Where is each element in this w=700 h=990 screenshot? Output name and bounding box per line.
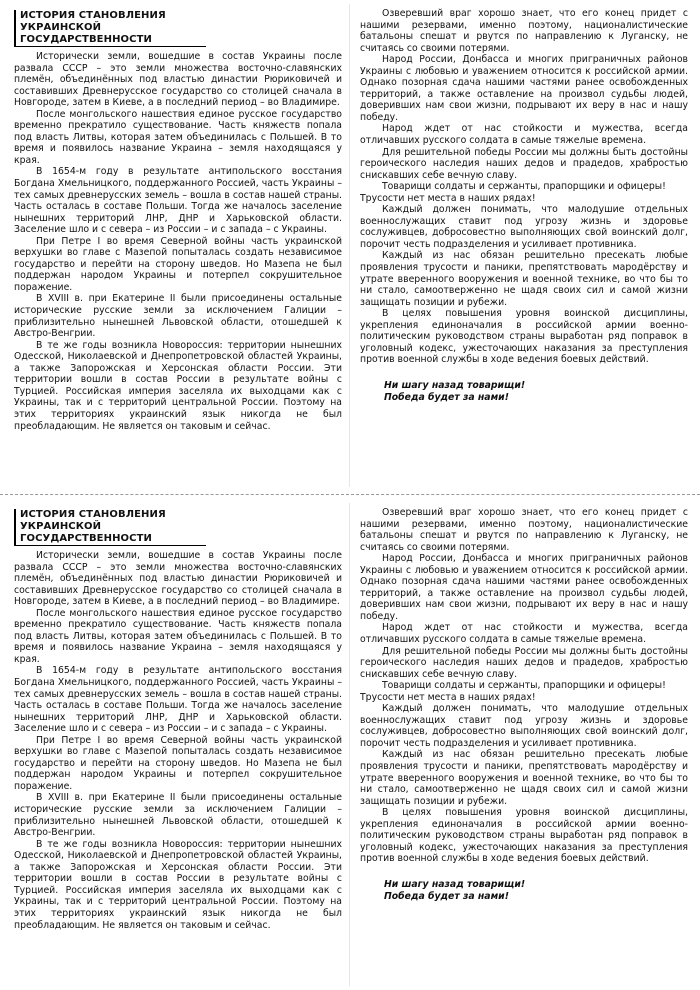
appeal-paragraph: Каждый из нас обязан решительно пресекать любые проявления трусости и паники, препятствовать мародёрству и утрате вверенного вооружения и военной технике, во что бы то ни стало, самоотверженно не щадя своих сил и самой жизни защищать позиции и рубежи. [360, 749, 688, 807]
column-divider [349, 4, 350, 487]
leaflet-copy-bottom [0, 499, 700, 990]
history-paragraph: В XVIII в. при Екатерине II были присоединены остальные исторические русские земли за исключением Галиции – приблизительно нынешней Львовской области, отошедшей к Австро-Венгрии. [14, 792, 342, 839]
appeal-paragraph: В целях повышения уровня воинской дисциплины, укрепления единоначалия в российской армии военно-политическим руководством страны выработан ряд поправок в уголовный кодекс, ужесточающих наказания за преступления против военной службы в ходе ведения боевых действий. [360, 308, 688, 366]
history-paragraph: В XVIII в. при Екатерине II были присоединены остальные исторические русские земли за исключением Галиции – приблизительно нынешней Львовской области, отошедшей к Австро-Венгрии. [14, 293, 342, 340]
history-paragraph: В 1654-м году в результате антипольского восстания Богдана Хмельницкого, поддержанного Россией, часть Украины – тех самых древнерусских земель – вошла в состав нашей страны. Часть осталась в составе Польши. Тогда же началось заселение нынешних территорий ЛНР, ДНР и Харьковской области. Заселение шло и с севера – из России – и с запада – с Украины. [14, 166, 342, 236]
history-paragraph: В те же годы возникла Новороссия: территории нынешних Одесской, Николаевской и Днепропетровской областей Украины, а также Запорожская и Херсонская области России. Эти территории вошли в состав России в результате войны с Турцией. Российская империя заселяла их выходцами как с Украины, так и с территорий центральной России. Поэтому на этих территориях украинский язык никогда не был преобладающим. Не является он таковым и сейчас. [14, 838, 342, 931]
slogan-line: Ни шагу назад товарищи! [384, 379, 526, 391]
appeal-paragraph: Каждый должен понимать, что малодушие отдельных военнослужащих ставит под угрозу жизнь и здоровье сослуживцев, добросовестно выполняющих свой воинский долг, порочит честь подразделения и усиливает противника. [360, 703, 688, 749]
history-paragraph: При Петре I во время Северной войны часть украинской верхушки во главе с Мазепой попыталась создать независимое государство и перейти на сторону шведов. Но Мазепа не был поддержан народом Украины и потерпел сокрушительное поражение. [14, 734, 342, 792]
leaflet-copy-top [0, 0, 700, 491]
slogan-block [360, 879, 688, 902]
history-paragraph: После монгольского нашествия единое русское государство временно прекратило существование. Часть княжеств попала под власть Литвы, которая затем объединилась с Польшей. В то время и появилось название Украина – земля находящаяся у края. [14, 607, 342, 665]
appeal-paragraph: Для решительной победы России мы должны быть достойны героического наследия наших дедов и прадедов, храбростью снискавших себе вечную славу. [360, 645, 688, 680]
appeal-paragraph: Озверевший враг хорошо знает, что его конец придет с нашими резервами, именно поэтому, националистические батальоны спешат и рвутся по направлению к Луганску, не считаясь со своими потерями. [360, 8, 688, 54]
history-paragraph: Исторически земли, вошедшие в состав Украины после развала СССР – это земли множества восточно-славянских племён, объединённых под властью династии Рюриковичей и составивших Древнерусское государство со столицей сначала в Новгороде, затем в Киеве, а в последний период – во Владимире. [14, 51, 342, 109]
history-paragraph: При Петре I во время Северной войны часть украинской верхушки во главе с Мазепой попыталась создать независимое государство и перейти на сторону шведов. Но Мазепа не был поддержан народом Украины и потерпел сокрушительное поражение. [14, 235, 342, 293]
section-title-line: ИСТОРИЯ СТАНОВЛЕНИЯ [20, 509, 166, 520]
appeal-paragraph: Трусости нет места в наших рядах! [360, 691, 536, 703]
history-paragraph: В те же годы возникла Новороссия: территории нынешних Одесской, Николаевской и Днепропетровской областей Украины, а также Запорожская и Херсонская области России. Эти территории вошли в состав России в результате войны с Турцией. Российская империя заселяла их выходцами как с Украины, так и с территорий центральной России. Поэтому на этих территориях украинский язык никогда не был преобладающим. Не является он таковым и сейчас. [14, 339, 342, 432]
history-column [14, 10, 342, 487]
appeal-paragraph: Народ ждет от нас стойкости и мужества, всегда отличавших русского солдата в самые тяжелые времена. [360, 123, 688, 147]
appeal-paragraph: В целях повышения уровня воинской дисциплины, укрепления единоначалия в российской армии военно-политическим руководством страны выработан ряд поправок в уголовный кодекс, ужесточающих наказания за преступления против военной службы в ходе ведения боевых действий. [360, 807, 688, 865]
history-paragraph: После монгольского нашествия единое русское государство временно прекратило существование. Часть княжеств попала под власть Литвы, которая затем объединилась с Польшей. В то время и появилось название Украина – земля находящаяся у края. [14, 108, 342, 166]
slogan-line: Победа будет за нами! [384, 890, 509, 902]
appeal-column [360, 507, 688, 986]
column-divider [349, 503, 350, 986]
appeal-paragraph: Народ России, Донбасса и многих приграничных районов Украины с любовью и уважением относится к российской армии. Однако позорная сдача нашими частями ранее освобожденных территорий, а также оставление на произвол судьбы людей, доверивших нам свои жизни, подрывают их веру в нас и нашу победу. [360, 553, 688, 622]
history-paragraph: Исторически земли, вошедшие в состав Украины после развала СССР – это земли множества восточно-славянских племён, объединённых под властью династии Рюриковичей и составивших Древнерусское государство со столицей сначала в Новгороде, затем в Киеве, а в последний период – во Владимире. [14, 550, 342, 608]
section-title-line: ИСТОРИЯ СТАНОВЛЕНИЯ [20, 10, 166, 21]
slogan-block [360, 380, 688, 403]
appeal-paragraph: Для решительной победы России мы должны быть достойны героического наследия наших дедов и прадедов, храбростью снискавших себе вечную славу. [360, 146, 688, 181]
section-title-line: УКРАИНСКОЙ ГОСУДАРСТВЕННОСТИ [20, 22, 152, 45]
appeal-paragraph: Товарищи солдаты и сержанты, прапорщики и офицеры! [382, 181, 666, 193]
appeal-column [360, 8, 688, 487]
slogan-line: Ни шагу назад товарищи! [384, 878, 526, 890]
appeal-paragraph: Товарищи солдаты и сержанты, прапорщики и офицеры! [382, 680, 666, 692]
appeal-paragraph: Народ России, Донбасса и многих приграничных районов Украины с любовью и уважением относится к российской армии. Однако позорная сдача нашими частями ранее освобожденных территорий, а также оставление на произвол судьбы людей, доверивших нам свои жизни, подрывают их веру в нас и нашу победу. [360, 54, 688, 123]
history-column [14, 509, 342, 986]
appeal-paragraph: Каждый должен понимать, что малодушие отдельных военнослужащих ставит под угрозу жизнь и здоровье сослуживцев, добросовестно выполняющих свой воинский долг, порочит честь подразделения и усиливает противника. [360, 204, 688, 250]
section-title-line: УКРАИНСКОЙ ГОСУДАРСТВЕННОСТИ [20, 521, 152, 544]
appeal-paragraph: Народ ждет от нас стойкости и мужества, всегда отличавших русского солдата в самые тяжелые времена. [360, 622, 688, 646]
appeal-paragraph: Каждый из нас обязан решительно пресекать любые проявления трусости и паники, препятствовать мародёрству и утрате вверенного вооружения и военной технике, во что бы то ни стало, самоотверженно не щадя своих сил и самой жизни защищать позиции и рубежи. [360, 250, 688, 308]
cut-line [0, 494, 700, 495]
slogan-line: Победа будет за нами! [384, 391, 509, 403]
appeal-paragraph: Трусости нет места в наших рядах! [360, 192, 536, 204]
history-paragraph: В 1654-м году в результате антипольского восстания Богдана Хмельницкого, поддержанного Россией, часть Украины – тех самых древнерусских земель – вошла в состав нашей страны. Часть осталась в составе Польши. Тогда же началось заселение нынешних территорий ЛНР, ДНР и Харьковской области. Заселение шло и с севера – из России – и с запада – с Украины. [14, 665, 342, 735]
appeal-paragraph: Озверевший враг хорошо знает, что его конец придет с нашими резервами, именно поэтому, националистические батальоны спешат и рвутся по направлению к Луганску, не считаясь со своими потерями. [360, 507, 688, 553]
section-title [14, 10, 206, 47]
section-title [14, 509, 206, 546]
